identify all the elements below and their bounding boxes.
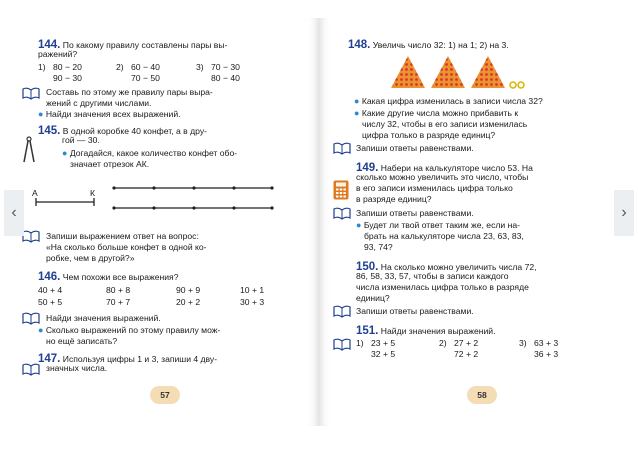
compass-icon — [22, 136, 36, 164]
book-icon — [22, 87, 40, 100]
expression: 23 + 5 — [371, 338, 396, 348]
task-text-line: единиц? — [356, 293, 390, 303]
task-number: 151. — [356, 325, 379, 337]
expression: 60 − 40 — [131, 62, 160, 72]
bullet-icon: ● — [354, 96, 360, 106]
task-text-line: значных числа. — [46, 363, 108, 373]
expression: 72 + 2 — [454, 349, 479, 359]
task-text-line: 86, 58, 33, 57, чтобы в записи каждого — [356, 271, 509, 281]
right-page — [319, 18, 628, 426]
pair-label: 1) — [356, 338, 364, 348]
expression: 30 + 3 — [240, 297, 265, 307]
bullet-text: брать на калькуляторе числа 23, 63, 83, — [364, 231, 524, 241]
pair-label: 3) — [196, 62, 204, 72]
expression: 80 − 20 — [53, 62, 82, 72]
task-text-line: Составь по этому же правилу пары выра- — [46, 87, 213, 97]
segment-label-a: А — [32, 188, 38, 198]
task-text-line: робке, чем в другой?» — [46, 253, 135, 263]
bullet-text: Какие другие числа можно прибавить к — [361, 108, 519, 118]
task-text-line: Набери на калькуляторе число 53. На — [380, 163, 533, 173]
book-icon — [333, 338, 351, 351]
task-148-header — [348, 38, 509, 53]
bullet-text: цифра только в разряде единиц? — [362, 130, 496, 140]
task-text-line: в разряде единиц? — [356, 194, 432, 204]
task-text-line: Запиши ответы равенствами. — [356, 306, 474, 316]
expression: 27 + 2 — [454, 338, 479, 348]
expression: 63 + 3 — [534, 338, 559, 348]
task-number: 148. — [348, 39, 371, 51]
task-text-line: Чем похожи все выражения? — [62, 272, 179, 282]
book-icon — [333, 207, 351, 220]
bullet-text: значает отрезок АК. — [70, 159, 150, 169]
expression: 80 − 40 — [211, 73, 240, 83]
pair-label: 1) — [38, 62, 46, 72]
task-text-line: числа изменилась цифра только в разряде — [356, 282, 529, 292]
task-text-line: Используя цифры 1 и 3, запиши 4 дву- — [62, 354, 218, 364]
expression: 50 + 5 — [38, 297, 63, 307]
bullet-icon: ● — [354, 108, 360, 118]
expression: 36 + 3 — [534, 349, 559, 359]
expression: 20 + 2 — [176, 297, 201, 307]
task-text-line: Найди значения выражений. — [380, 326, 496, 336]
pair-label: 2) — [116, 62, 124, 72]
book-icon — [333, 142, 351, 155]
bullet-icon: ● — [38, 325, 44, 335]
task-text-line: Увеличь число 32: 1) на 1; 2) на 3. — [372, 40, 509, 50]
task-text-line: В одной коробке 40 конфет, а в дру- — [62, 126, 207, 136]
pair-label: 3) — [519, 338, 527, 348]
task-146-header — [38, 270, 178, 285]
task-text-line: гой — 30. — [62, 135, 100, 145]
bullet-text: Найди значения всех выражений. — [45, 109, 181, 119]
bullet-text: числу 32, чтобы в его записи изменилась — [362, 119, 528, 129]
page-number: 57 — [150, 386, 180, 404]
task-text-line: Запиши ответы равенствами. — [356, 208, 474, 218]
task-number: 145. — [38, 125, 61, 137]
bullet-text: Будет ли твой ответ таким же, если на- — [363, 220, 520, 230]
bullet-text: 93, 74? — [364, 242, 393, 252]
task-text-line: ражений? — [38, 49, 78, 59]
left-page — [10, 18, 319, 426]
task-text-line: По какому правилу составлены пары вы- — [62, 40, 228, 50]
bullet-text: но ещё записать? — [46, 336, 118, 346]
expression: 10 + 1 — [240, 285, 265, 295]
task-number: 147. — [38, 353, 61, 365]
pair-label: 2) — [439, 338, 447, 348]
expression: 70 − 30 — [211, 62, 240, 72]
chevron-right-icon: › — [621, 204, 627, 222]
next-page-button[interactable] — [614, 190, 634, 236]
expression: 32 + 5 — [371, 349, 396, 359]
task-text-line: Найди значения выражений. — [46, 313, 161, 323]
bullet-item — [38, 109, 181, 121]
book-icon — [22, 363, 40, 376]
page-number: 58 — [467, 386, 497, 404]
segment-diagram — [34, 184, 294, 232]
expression: 80 + 8 — [106, 285, 131, 295]
task-text-line: Запиши выражением ответ на вопрос: — [46, 231, 199, 241]
task-text-line: в его записи изменилась цифра только — [356, 183, 513, 193]
bullet-text: Догадайся, какое количество конфет обо- — [69, 148, 238, 158]
book-icon — [22, 230, 40, 243]
page-spread — [10, 18, 628, 426]
task-text-line: «На сколько больше конфет в одной ко- — [46, 242, 207, 252]
expression: 90 + 9 — [176, 285, 201, 295]
bullet-text: Какая цифра изменилась в записи числа 32? — [361, 96, 543, 106]
bullet-text: Сколько выражений по этому правилу мож- — [45, 325, 221, 335]
book-icon — [333, 305, 351, 318]
task-text-line: На сколько можно увеличить числа 72, — [380, 262, 537, 272]
expression: 70 − 50 — [131, 73, 160, 83]
chevron-left-icon: ‹ — [11, 204, 17, 222]
bullet-icon: ● — [38, 109, 44, 119]
task-151-header — [356, 324, 495, 339]
expression: 70 + 7 — [106, 297, 131, 307]
task-text-line: сколько можно увеличить это число, чтобы — [356, 172, 529, 182]
segment-label-k: К — [90, 188, 96, 198]
task-text-line: жений с другими числами. — [46, 98, 152, 108]
previous-page-button[interactable] — [4, 190, 24, 236]
expression: 40 + 4 — [38, 285, 63, 295]
bullet-item — [354, 96, 543, 108]
calculator-icon — [333, 180, 349, 200]
task-number: 149. — [356, 162, 379, 174]
bullet-icon: ● — [356, 220, 362, 230]
task-number: 146. — [38, 271, 61, 283]
dot-triangles-illustration — [389, 52, 529, 92]
book-icon — [22, 312, 40, 325]
bullet-icon: ● — [62, 148, 68, 158]
task-text-line: Запиши ответы равенствами. — [356, 143, 474, 153]
expression: 90 − 30 — [53, 73, 82, 83]
task-number: 150. — [356, 261, 379, 273]
task-number: 144. — [38, 39, 61, 51]
